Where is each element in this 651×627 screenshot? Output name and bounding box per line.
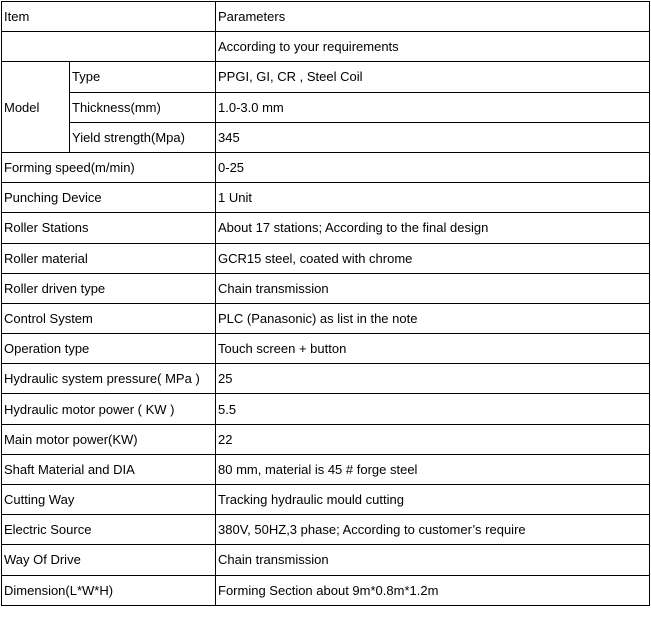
row-value: 80 mm, material is 45 # forge steel — [216, 454, 650, 484]
table-row — [2, 273, 650, 303]
table-row — [2, 424, 650, 454]
row-label: Dimension(L*W*H) — [2, 575, 216, 605]
row-label: Electric Source — [2, 515, 216, 545]
table-row — [2, 334, 650, 364]
table-row — [2, 515, 650, 545]
model-type-value: PPGI, GI, CR , Steel Coil — [216, 62, 650, 92]
intro-row — [2, 32, 650, 62]
model-thickness-label: Thickness(mm) — [70, 92, 216, 122]
row-value: 380V, 50HZ,3 phase; According to customer’s require — [216, 515, 650, 545]
row-label: Roller driven type — [2, 273, 216, 303]
row-label: Hydraulic motor power ( KW ) — [2, 394, 216, 424]
table-row — [2, 575, 650, 605]
header-item-cell: Item — [2, 2, 216, 32]
table-row — [2, 152, 650, 182]
spec-table — [1, 1, 650, 606]
row-value: Forming Section about 9m*0.8m*1.2m — [216, 575, 650, 605]
table-row — [2, 243, 650, 273]
row-value: GCR15 steel, coated with chrome — [216, 243, 650, 273]
header-row — [2, 2, 650, 32]
row-label: Punching Device — [2, 183, 216, 213]
table-row — [2, 213, 650, 243]
row-value: 25 — [216, 364, 650, 394]
row-value: PLC (Panasonic) as list in the note — [216, 303, 650, 333]
model-yield-label: Yield strength(Mpa) — [70, 122, 216, 152]
table-row — [2, 303, 650, 333]
row-value: 5.5 — [216, 394, 650, 424]
model-type-label: Type — [70, 62, 216, 92]
table-row — [2, 183, 650, 213]
table-row — [2, 485, 650, 515]
model-type-row — [2, 62, 650, 92]
model-thickness-row — [2, 92, 650, 122]
spec-table-container — [1, 1, 649, 606]
row-value: 22 — [216, 424, 650, 454]
row-value: 1 Unit — [216, 183, 650, 213]
model-yield-value: 345 — [216, 122, 650, 152]
table-row — [2, 545, 650, 575]
row-label: Roller Stations — [2, 213, 216, 243]
row-value: 0-25 — [216, 152, 650, 182]
spec-table-body — [2, 2, 650, 606]
table-row — [2, 454, 650, 484]
row-label: Shaft Material and DIA — [2, 454, 216, 484]
table-row — [2, 364, 650, 394]
row-label: Hydraulic system pressure( MPa ) — [2, 364, 216, 394]
row-label: Cutting Way — [2, 485, 216, 515]
model-label-cell: Model — [2, 62, 70, 153]
row-value: Touch screen + button — [216, 334, 650, 364]
row-value: Chain transmission — [216, 273, 650, 303]
table-row — [2, 394, 650, 424]
row-label: Forming speed(m/min) — [2, 152, 216, 182]
intro-item-cell — [2, 32, 216, 62]
header-parameters-cell: Parameters — [216, 2, 650, 32]
row-value: Tracking hydraulic mould cutting — [216, 485, 650, 515]
row-label: Main motor power(KW) — [2, 424, 216, 454]
row-label: Control System — [2, 303, 216, 333]
row-label: Operation type — [2, 334, 216, 364]
model-thickness-value: 1.0-3.0 mm — [216, 92, 650, 122]
row-label: Way Of Drive — [2, 545, 216, 575]
model-yield-row — [2, 122, 650, 152]
intro-value-cell: According to your requirements — [216, 32, 650, 62]
row-label: Roller material — [2, 243, 216, 273]
row-value: About 17 stations; According to the final design — [216, 213, 650, 243]
row-value: Chain transmission — [216, 545, 650, 575]
